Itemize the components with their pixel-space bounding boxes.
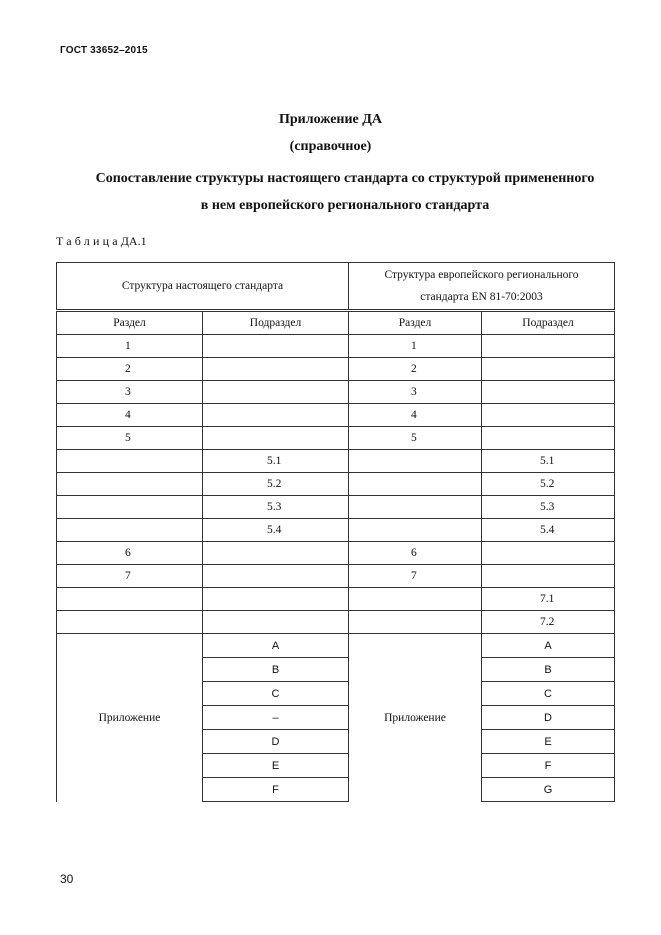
cell-section	[57, 588, 203, 611]
cell-section: 2	[57, 358, 203, 381]
table-row	[57, 335, 615, 358]
cell-appendix-letter: B	[203, 658, 349, 682]
page-number: 30	[60, 872, 74, 886]
appendix-type: (справочное)	[289, 139, 372, 154]
cell-section	[57, 473, 203, 496]
appendix-body	[57, 634, 615, 802]
cell-section: 4	[57, 404, 203, 427]
appendix-title: Приложение ДА	[278, 112, 383, 127]
table-row	[57, 381, 615, 404]
table-caption-label: Таблица	[56, 234, 121, 248]
cell-subsection-eu: 7.1	[482, 588, 615, 611]
cell-section-eu: 7	[349, 565, 482, 588]
table-header-row	[57, 263, 615, 311]
cell-section: 3	[57, 381, 203, 404]
cell-appendix-letter: A	[203, 634, 349, 658]
cell-subsection-eu	[482, 358, 615, 381]
table-caption-id: ДА.1	[120, 234, 147, 248]
table-row	[57, 611, 615, 634]
cell-section-eu	[349, 588, 482, 611]
cell-subsection-eu	[482, 381, 615, 404]
table-row	[57, 450, 615, 473]
header-current-structure: Структура настоящего стандарта	[57, 263, 349, 311]
cell-subsection-eu	[482, 565, 615, 588]
cell-subsection	[203, 381, 349, 404]
cell-appendix-label: Приложение	[57, 634, 203, 802]
cell-subsection-eu	[482, 427, 615, 450]
cell-subsection: 5.1	[203, 450, 349, 473]
cell-appendix-letter: D	[203, 730, 349, 754]
col-header-section: Раздел	[57, 311, 203, 335]
cell-section	[57, 611, 203, 634]
cell-subsection	[203, 335, 349, 358]
table-caption	[56, 234, 147, 249]
cell-subsection	[203, 427, 349, 450]
cell-appendix-letter-eu: A	[482, 634, 615, 658]
cell-appendix-letter-eu: F	[482, 754, 615, 778]
cell-subsection	[203, 358, 349, 381]
cell-appendix-letter-eu: D	[482, 706, 615, 730]
cell-subsection: 5.4	[203, 519, 349, 542]
table-row	[57, 404, 615, 427]
cell-section: 7	[57, 565, 203, 588]
cell-appendix-letter-eu: G	[482, 778, 615, 802]
comparison-table	[56, 262, 615, 802]
cell-section	[57, 496, 203, 519]
cell-appendix-letter-eu: B	[482, 658, 615, 682]
cell-subsection: 5.2	[203, 473, 349, 496]
table-row	[57, 519, 615, 542]
table-column-header-row	[57, 311, 615, 335]
cell-appendix-letter-eu: C	[482, 682, 615, 706]
cell-section-eu	[349, 473, 482, 496]
cell-section-eu: 6	[349, 542, 482, 565]
cell-appendix-label-eu: Приложение	[349, 634, 482, 802]
cell-subsection	[203, 588, 349, 611]
cell-subsection: 5.3	[203, 496, 349, 519]
cell-section-eu: 1	[349, 335, 482, 358]
table-row	[57, 358, 615, 381]
header-european-structure	[349, 263, 615, 311]
cell-section-eu	[349, 519, 482, 542]
cell-appendix-letter: F	[203, 778, 349, 802]
cell-subsection	[203, 542, 349, 565]
header-european-line1: Структура европейского регионального	[384, 269, 579, 281]
col-header-subsection-eu: Подраздел	[482, 311, 615, 335]
cell-subsection-eu: 5.2	[482, 473, 615, 496]
cell-appendix-letter: –	[203, 706, 349, 730]
cell-subsection-eu: 7.2	[482, 611, 615, 634]
cell-section-eu	[349, 496, 482, 519]
table-row	[57, 542, 615, 565]
cell-section-eu	[349, 450, 482, 473]
cell-subsection-eu: 5.4	[482, 519, 615, 542]
cell-subsection-eu	[482, 335, 615, 358]
cell-subsection-eu: 5.1	[482, 450, 615, 473]
appendix-heading-line1: Сопоставление структуры настоящего стандарта со структурой примененного	[95, 171, 595, 186]
cell-subsection-eu: 5.3	[482, 496, 615, 519]
col-header-subsection: Подраздел	[203, 311, 349, 335]
cell-subsection-eu	[482, 404, 615, 427]
table-row	[57, 588, 615, 611]
cell-appendix-letter: E	[203, 754, 349, 778]
cell-section	[57, 450, 203, 473]
table-row	[57, 565, 615, 588]
cell-section: 5	[57, 427, 203, 450]
appendix-heading	[50, 165, 640, 219]
cell-subsection	[203, 611, 349, 634]
table-row	[57, 496, 615, 519]
table-row	[57, 473, 615, 496]
document-header: ГОСТ 33652–2015	[60, 45, 148, 56]
cell-section-eu: 2	[349, 358, 482, 381]
cell-appendix-letter: C	[203, 682, 349, 706]
cell-subsection	[203, 404, 349, 427]
appendix-row	[57, 634, 615, 658]
col-header-section-eu: Раздел	[349, 311, 482, 335]
table-body	[57, 335, 615, 634]
appendix-heading-line2: в нем европейского регионального стандарта	[200, 198, 490, 213]
cell-section-eu: 3	[349, 381, 482, 404]
cell-subsection	[203, 565, 349, 588]
cell-section-eu	[349, 611, 482, 634]
cell-appendix-letter-eu: E	[482, 730, 615, 754]
cell-section	[57, 519, 203, 542]
table-row	[57, 427, 615, 450]
cell-subsection-eu	[482, 542, 615, 565]
cell-section-eu: 4	[349, 404, 482, 427]
cell-section-eu: 5	[349, 427, 482, 450]
cell-section: 6	[57, 542, 203, 565]
header-european-line2: стандарта EN 81-70:2003	[420, 291, 543, 303]
cell-section: 1	[57, 335, 203, 358]
